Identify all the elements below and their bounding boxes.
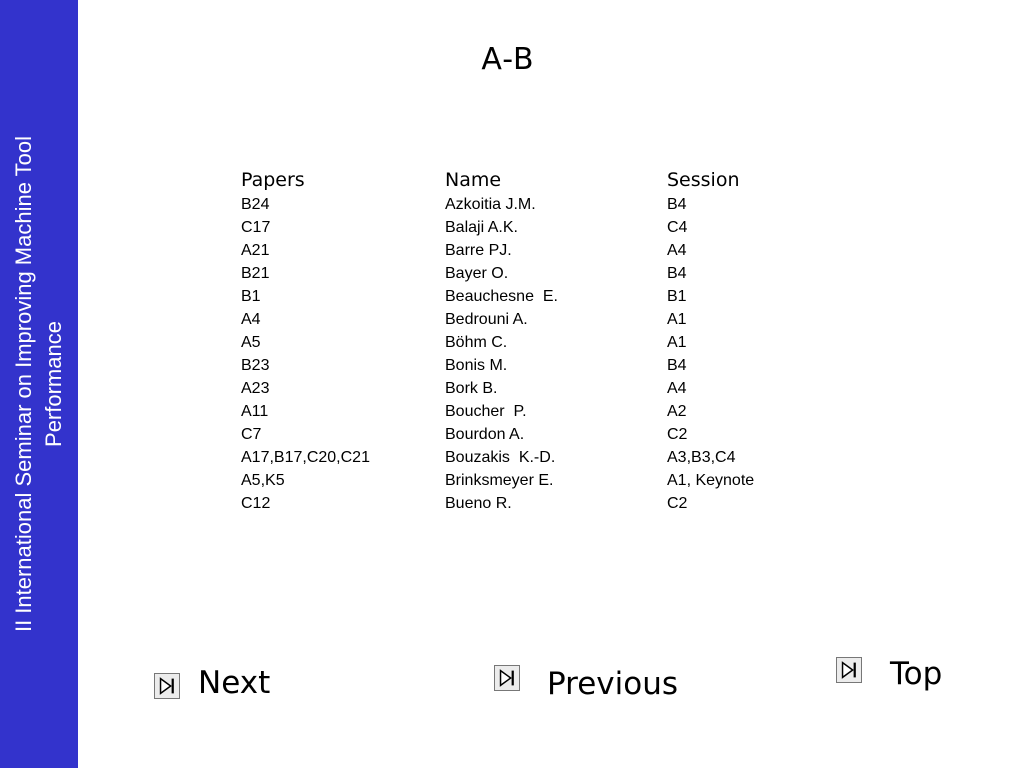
cell-session: A1, Keynote [667,471,755,489]
cell-papers: A11 [241,402,269,420]
header-papers: Papers [241,169,305,191]
cell-papers: A21 [241,241,270,259]
previous-button[interactable] [494,665,520,691]
cell-session: B4 [667,356,687,374]
cell-name: Barre PJ. [445,241,512,259]
cell-session: A1 [667,310,687,328]
cell-session: A2 [667,402,687,420]
cell-name: Azkoitia J.M. [445,195,536,213]
cell-session: C2 [667,425,688,443]
next-link[interactable]: Next [198,665,271,701]
seminar-title-line-1: II International Seminar on Improving Machine Tool [11,135,36,633]
cell-papers: B24 [241,195,270,213]
cell-name: Bouzakis K.-D. [445,448,556,466]
cell-papers: C12 [241,494,271,512]
cell-papers: B1 [241,287,261,305]
play-next-icon [155,674,179,698]
cell-papers: A4 [241,310,261,328]
table-row [241,193,801,216]
cell-session: A3,B3,C4 [667,448,736,466]
cell-session: C2 [667,494,688,512]
cell-papers: C17 [241,218,271,236]
table-row [241,216,801,239]
next-button[interactable] [154,673,180,699]
cell-session: C4 [667,218,688,236]
table-row [241,423,801,446]
table-header-row [241,167,801,193]
papers-table [241,167,801,515]
cell-name: Bonis M. [445,356,508,374]
table-row [241,400,801,423]
cell-session: A1 [667,333,687,351]
cell-papers: A5,K5 [241,471,285,489]
seminar-title [9,34,69,734]
play-next-icon [837,658,861,682]
table-row [241,308,801,331]
cell-session: A4 [667,379,687,397]
table-row [241,492,801,515]
cell-papers: A23 [241,379,270,397]
cell-name: Bork B. [445,379,498,397]
play-next-icon [495,666,519,690]
cell-name: Brinksmeyer E. [445,471,554,489]
table-row [241,285,801,308]
cell-name: Bourdon A. [445,425,525,443]
table-row [241,331,801,354]
cell-name: Balaji A.K. [445,218,518,236]
cell-papers: B21 [241,264,270,282]
table-row [241,377,801,400]
table-row [241,239,801,262]
table-row [241,354,801,377]
cell-papers: B23 [241,356,270,374]
table-row [241,262,801,285]
cell-papers: A5 [241,333,261,351]
header-name: Name [445,169,502,191]
cell-session: B1 [667,287,687,305]
cell-session: B4 [667,195,687,213]
previous-link[interactable]: Previous [547,666,679,702]
page-title: A-B [481,42,535,77]
sidebar-banner [0,0,78,768]
table-row [241,446,801,469]
cell-session: A4 [667,241,687,259]
cell-name: Bayer O. [445,264,509,282]
cell-name: Böhm C. [445,333,508,351]
top-button[interactable] [836,657,862,683]
cell-name: Bueno R. [445,494,512,512]
cell-name: Boucher P. [445,402,527,420]
table-row [241,469,801,492]
top-link[interactable]: Top [890,656,943,692]
cell-papers: A17,B17,C20,C21 [241,448,370,466]
seminar-title-line-2: Performance [41,321,66,447]
cell-name: Bedrouni A. [445,310,528,328]
cell-name: Beauchesne E. [445,287,558,305]
cell-session: B4 [667,264,687,282]
cell-papers: C7 [241,425,262,443]
header-session: Session [667,169,740,191]
